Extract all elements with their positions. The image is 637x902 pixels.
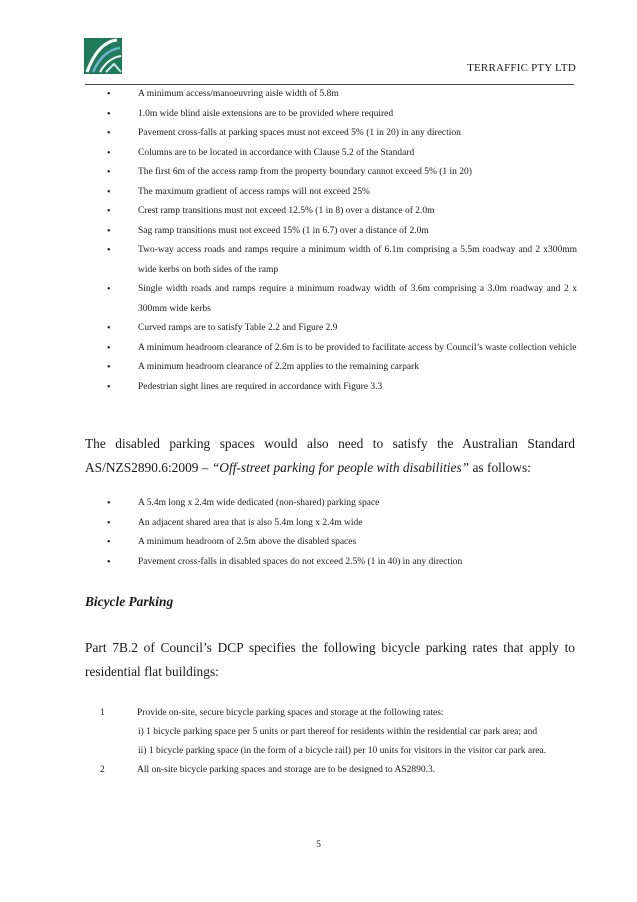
bullet-icon: • <box>107 245 111 256</box>
bicycle-parking-paragraph: Part 7B.2 of Council’s DCP specifies the following bicycle parking rates that apply to residential flat buildings: <box>85 640 575 679</box>
list-item: • Crest ramp transitions must not exceed 12.5% (1 in 8) over a distance of 2.0m <box>85 202 577 222</box>
sub-item: ii) 1 bicycle parking space (in the form of a bicycle rail) per 10 units for visitors in the visitor car park area. <box>138 746 547 756</box>
list-item: • Curved ramps are to satisfy Table 2.2 and Figure 2.9 <box>85 319 577 339</box>
company-name: TERRAFFIC PTY LTD <box>467 62 576 74</box>
bullet-icon: • <box>107 498 111 509</box>
bullet-icon: • <box>107 517 111 529</box>
item-number: 1 <box>100 708 105 718</box>
bullet-icon: • <box>107 128 111 139</box>
sub-item: i) 1 bicycle parking space per 5 units or part thereof for residents within the residential car park area; and <box>138 727 538 737</box>
list-item: • Columns are to be located in accordance with Clause 5.2 of the Standard <box>85 144 577 164</box>
bullet-icon: • <box>107 206 111 217</box>
bullet-icon: • <box>107 381 111 393</box>
item-number: 2 <box>100 765 105 775</box>
list-item: • A minimum headroom clearance of 2.2m applies to the remaining carpark <box>85 358 577 378</box>
list-item: • 1.0m wide blind aisle extensions are to be provided where required <box>85 105 577 125</box>
list-item: • The first 6m of the access ramp from the property boundary cannot exceed 5% (1 in 20) <box>85 163 577 183</box>
list-item: • A minimum headroom clearance of 2.6m is to be provided to facilitate access by Council’s waste collection vehicle <box>85 339 577 359</box>
bullet-icon: • <box>107 89 111 100</box>
numbered-list <box>85 704 577 780</box>
list-item: • Sag ramp transitions must not exceed 15% (1 in 6.7) over a distance of 2.0m <box>85 222 577 242</box>
list-item: • Pavement cross-falls in disabled spaces do not exceed 2.5% (1 in 40) in any direction <box>85 553 577 573</box>
disabled-parking-paragraph: The disabled parking spaces would also need to satisfy the Australian Standard AS/NZS2890.6:2009 – “Off-street parking for people with disabilities” as follows: <box>85 436 575 475</box>
bullet-icon: • <box>107 537 111 548</box>
item-lead: All on-site bicycle parking spaces and storage are to be designed to AS2890.3. <box>137 765 436 775</box>
bullet-icon: • <box>107 186 111 198</box>
standard-title: “Off-street parking for people with disabilities” <box>211 460 470 475</box>
list-item: • A minimum headroom of 2.5m above the disabled spaces <box>85 533 577 553</box>
list-item: • Single width roads and ramps require a minimum roadway width of 3.6m comprising a 3.0m roadway and 2 x 300mm wide kerbs <box>85 280 577 319</box>
bullet-icon: • <box>107 147 111 159</box>
section-heading: Bicycle Parking <box>85 594 174 609</box>
bullet-icon: • <box>107 167 111 178</box>
list-item: • A 5.4m long x 2.4m wide dedicated (non-shared) parking space <box>85 494 577 514</box>
list-item: • Pedestrian sight lines are required in accordance with Figure 3.3 <box>85 378 577 398</box>
item-lead: Provide on-site, secure bicycle parking spaces and storage at the following rates: <box>137 708 444 718</box>
page-number: 5 <box>316 840 321 850</box>
bullet-icon: • <box>107 342 111 354</box>
list-item: • A minimum access/manoeuvring aisle width of 5.8m <box>85 85 577 105</box>
bullet-icon: • <box>107 556 111 568</box>
bullet-icon: • <box>107 284 111 295</box>
list-item: • Two-way access roads and ramps require a minimum width of 6.1m comprising a 5.5m roadway and 2 x300mm wide kerbs on both sides of the ramp <box>85 241 577 280</box>
numbered-item <box>85 704 577 761</box>
list-item: • The maximum gradient of access ramps will not exceed 25% <box>85 183 577 203</box>
bullet-icon: • <box>107 225 111 237</box>
bullet-icon: • <box>107 108 111 120</box>
requirements-list <box>85 85 577 397</box>
bullet-icon: • <box>107 323 111 334</box>
disabled-requirements-list <box>85 494 577 572</box>
company-logo <box>84 38 122 74</box>
list-item: • Pavement cross-falls at parking spaces must not exceed 5% (1 in 20) in any direction <box>85 124 577 144</box>
list-item: • An adjacent shared area that is also 5.4m long x 2.4m wide <box>85 514 577 534</box>
bullet-icon: • <box>107 362 111 373</box>
numbered-item <box>85 761 577 780</box>
